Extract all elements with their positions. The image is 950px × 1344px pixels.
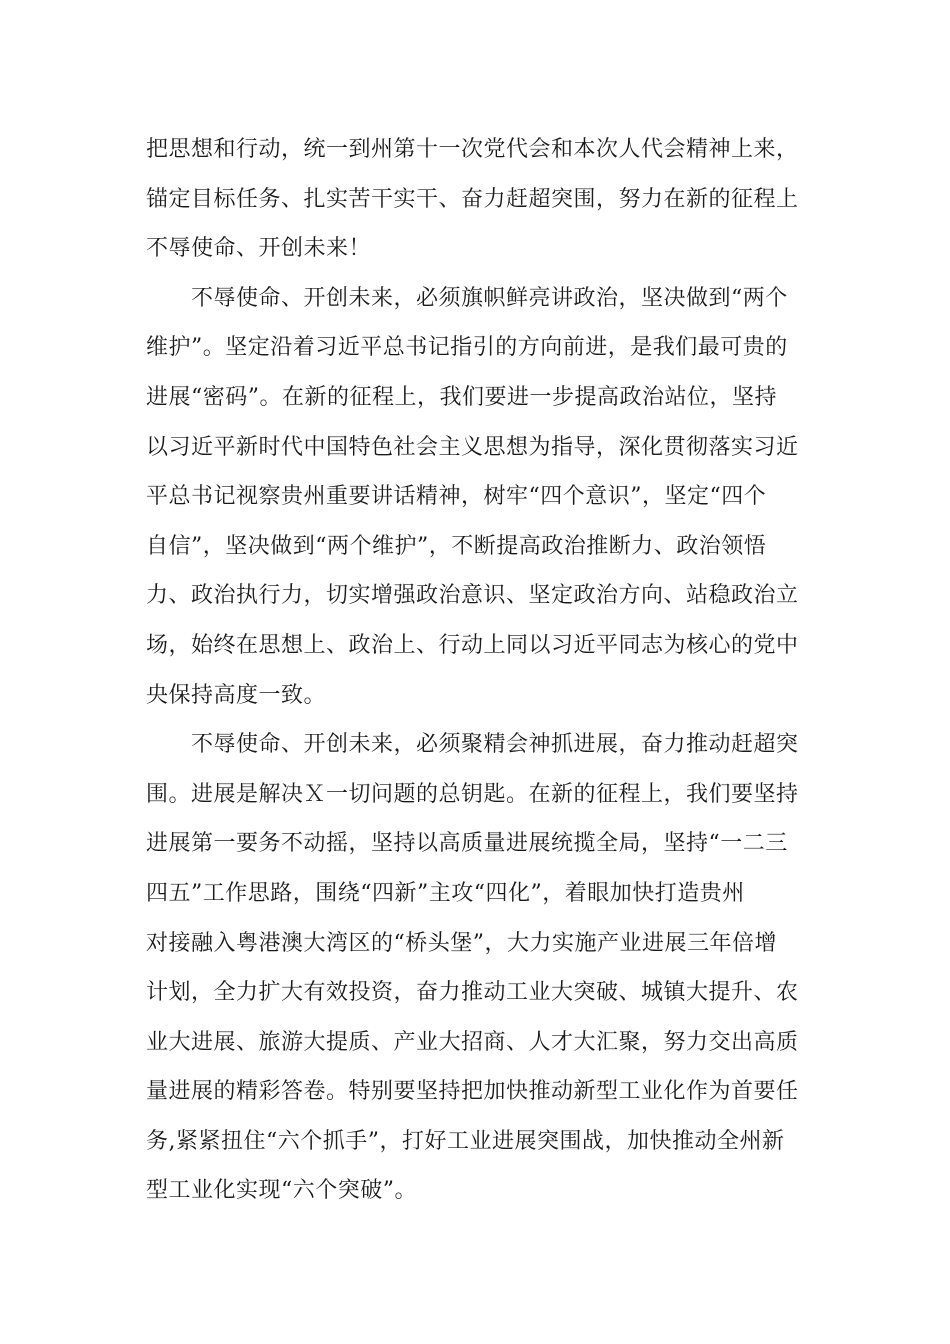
text-line: 型工业化实现“六个突破”。 <box>146 1178 417 1204</box>
text-line: 量进展的精彩答卷。特别要坚持把加快推动新型工业化作为首要任 <box>146 1079 799 1105</box>
text-line: 场，始终在思想上、政治上、行动上同以习近平同志为核心的党中 <box>146 632 799 658</box>
text-line: 务,紧紧扭住“六个抓手”，打好工业进展突围战，加快推动全州新 <box>146 1128 785 1154</box>
text-line: 平总书记视察贵州重要讲话精神，树牢“四个意识”，坚定“四个 <box>146 484 767 510</box>
text-line: 业大进展、旅游大提质、产业大招商、人才大汇聚，努力交出高质 <box>146 1029 799 1055</box>
document-body <box>146 125 806 1216</box>
text-line: 央保持高度一致。 <box>146 682 327 708</box>
text-line: 锚定目标任务、扎实苦干实干、奋力赶超突围，努力在新的征程上 <box>146 186 799 212</box>
text-line: 不辱使命、开创未来，必须旗帜鲜亮讲政治，坚决做到“两个 <box>146 285 788 311</box>
text-line: 对接融入粤港澳大湾区的“桥头堡”，大力实施产业进展三年倍增 <box>146 930 777 956</box>
text-line: 围。进展是解决Ｘ一切问题的总钥匙。在新的征程上，我们要坚持 <box>146 781 799 807</box>
text-line: 把思想和行动，统一到州第十一次党代会和本次人代会精神上来， <box>146 137 799 162</box>
text-line: 维护”。坚定沿着习近平总书记指引的方向前进，是我们最可贵的 <box>146 335 788 361</box>
text-line: 力、政治执行力，切实增强政治意识、坚定政治方向、站稳政治立 <box>146 583 799 609</box>
text-line: 进展第一要务不动摇，坚持以高质量进展统揽全局，坚持“一二三 <box>146 831 788 857</box>
text-line: 四五”工作思路，围绕“四新”主攻“四化”，着眼加快打造贵州 <box>146 880 745 906</box>
text-line: 进展“密码”。在新的征程上，我们要进一步提高政治站位，坚持 <box>146 384 777 410</box>
text-line: 以习近平新时代中国特色社会主义思想为指导，深化贯彻落实习近 <box>146 434 799 460</box>
text-line: 不辱使命、开创未来，必须聚精会神抓进展，奋力推动赶超突 <box>146 732 799 758</box>
text-line: 自信”，坚决做到“两个维护”，不断提高政治推断力、政治领悟 <box>146 533 767 559</box>
text-line: 计划，全力扩大有效投资，奋力推动工业大突破、城镇大提升、农 <box>146 980 799 1006</box>
text-line: 不辱使命、开创未来！ <box>146 236 372 262</box>
